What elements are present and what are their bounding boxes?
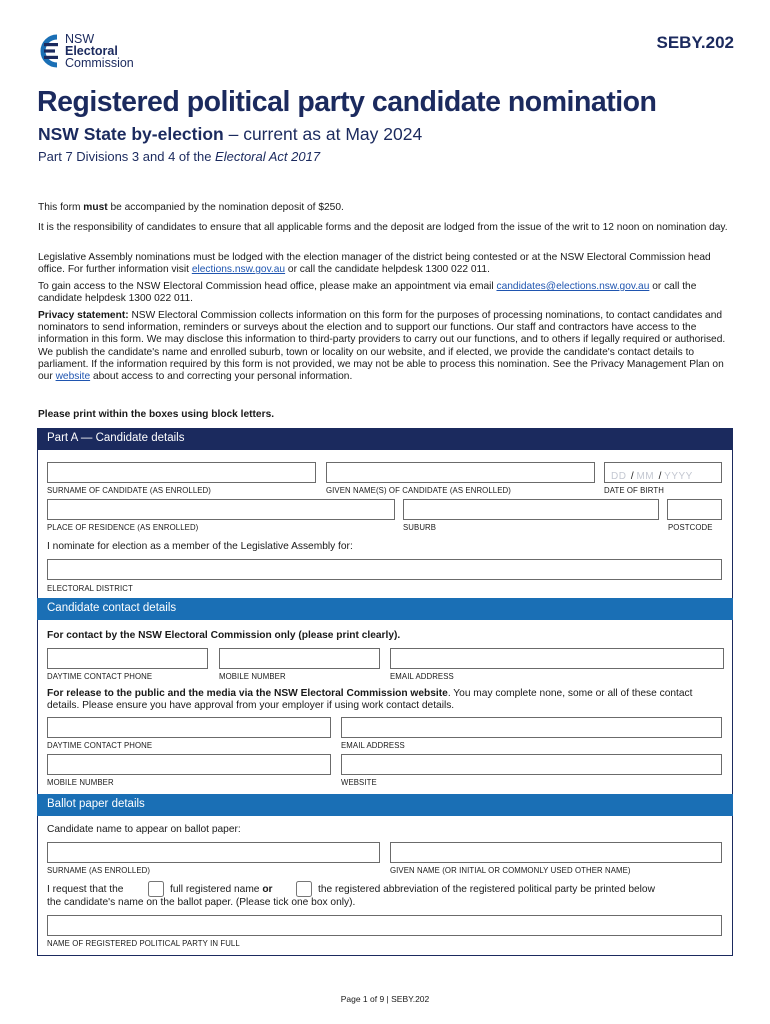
- commission-mobile-label: MOBILE NUMBER: [219, 672, 286, 681]
- nomination-statement: I nominate for election as a member of the Legislative Assembly for:: [47, 541, 353, 552]
- deposit-text-b: be accompanied by the nomination deposit of $250.: [107, 202, 344, 213]
- page-title: Registered political party candidate nomination: [37, 86, 657, 118]
- dob-mm-placeholder: MM: [636, 471, 655, 482]
- public-contact-note-bold: For release to the public and the media via the NSW Electoral Commission website: [47, 688, 448, 699]
- tick-one-instruction: the candidate's name on the ballot paper. (Please tick one box only).: [47, 897, 356, 908]
- commission-contact-note: For contact by the NSW Electoral Commission only (please print clearly).: [47, 630, 401, 641]
- subtitle-date: – current as at May 2024: [223, 124, 423, 144]
- postcode-label: POSTCODE: [668, 523, 713, 532]
- ballot-given-name-input[interactable]: [390, 842, 722, 863]
- public-daytime-phone-input[interactable]: [47, 717, 331, 738]
- public-mobile-input[interactable]: [47, 754, 331, 775]
- suburb-input[interactable]: [403, 499, 659, 520]
- commission-mobile-input[interactable]: [219, 648, 380, 669]
- print-note: [38, 409, 738, 421]
- ballot-surname-label: SURNAME (AS ENROLLED): [47, 866, 151, 875]
- candidate-given-names-label: GIVEN NAME(S) OF CANDIDATE (AS ENROLLED): [326, 486, 511, 495]
- registered-party-name-label: NAME OF REGISTERED POLITICAL PARTY IN FULL: [47, 939, 240, 948]
- dob-dd-placeholder: DD: [611, 471, 627, 482]
- registered-party-name-input[interactable]: [47, 915, 722, 936]
- logo-line-nsw: NSW: [65, 32, 95, 46]
- print-note-text: Please print within the boxes using block letters.: [38, 409, 275, 420]
- request-or: or: [262, 884, 273, 895]
- page-footer: Page 1 of 9 | SEBY.202: [340, 994, 430, 1004]
- registered-abbreviation-label: the registered abbreviation of the registered political party be printed below: [318, 884, 655, 895]
- public-daytime-phone-label: DAYTIME CONTACT PHONE: [47, 741, 153, 750]
- public-website-input[interactable]: [341, 754, 722, 775]
- subtitle-election: NSW State by-election: [38, 124, 224, 144]
- lodgement-paragraph: [38, 252, 738, 276]
- candidate-given-names-input[interactable]: [326, 462, 595, 483]
- lodgement-text-a: Legislative Assembly nominations must be lodged with the election manager of the district being contested or at the NSW Electoral Commission head office. For further information visit: [38, 252, 711, 276]
- deposit-must: must: [83, 202, 108, 213]
- legal-reference-act: Electoral Act 2017: [215, 149, 321, 164]
- commission-daytime-phone-label: DAYTIME CONTACT PHONE: [47, 672, 153, 681]
- ec-logo-icon: [35, 33, 63, 69]
- lodgement-text-b: or call the candidate helpdesk 1300 022 011.: [285, 264, 490, 276]
- candidate-surname-input[interactable]: [47, 462, 316, 483]
- suburb-label: SUBURB: [403, 523, 437, 532]
- access-text-b: or call the candidate helpdesk 1300 022 011.: [38, 281, 697, 305]
- public-email-input[interactable]: [341, 717, 722, 738]
- access-paragraph: [38, 281, 738, 305]
- ballot-surname-input[interactable]: [47, 842, 380, 863]
- legal-reference: [38, 149, 320, 164]
- privacy-text-a: NSW Electoral Commission collects information on this form for the purposes of processing nominations, to contact candidates and nominators to send information, reminders or surveys about the election and to support our functions. Our staff and contractors have access to the information in this form. We may disclose this information to third-party providers to carry out our functions, and to others if legally required or authorised. We publish the candidate's name and enrolled suburb, town or locality on our website, and if elected, we provide the candidate's contact details to parliament. If the information required by this form is not provided, we may not be able to process this nomination. See the Privacy Management Plan on our: [38, 310, 726, 383]
- commission-email-input[interactable]: [390, 648, 724, 669]
- privacy-website-link[interactable]: website: [55, 371, 91, 383]
- privacy-label: Privacy statement:: [38, 310, 129, 321]
- part-a-heading: Part A — Candidate details: [37, 428, 733, 450]
- full-registered-name-option: [170, 884, 273, 895]
- date-of-birth-input[interactable]: DD / MM / YYYY: [604, 462, 722, 483]
- contact-details-heading: Candidate contact details: [37, 598, 733, 620]
- access-text-a: To gain access to the NSW Electoral Commission head office, please make an appointment via email: [38, 281, 497, 292]
- form-code: SEBY.202: [656, 33, 734, 52]
- page-subtitle: [38, 124, 422, 145]
- nsw-electoral-commission-logo: [35, 33, 145, 71]
- commission-daytime-phone-input[interactable]: [47, 648, 208, 669]
- candidate-surname-label: SURNAME OF CANDIDATE (AS ENROLLED): [47, 486, 211, 495]
- legal-reference-prefix: Part 7 Divisions 3 and 4 of the: [38, 149, 216, 164]
- deposit-paragraph: [38, 202, 738, 214]
- public-website-label: WEBSITE: [341, 778, 377, 787]
- public-mobile-label: MOBILE NUMBER: [47, 778, 114, 787]
- full-registered-name-checkbox[interactable]: [147, 881, 165, 897]
- public-contact-note: [47, 688, 727, 712]
- elections-website-link[interactable]: elections.nsw.gov.au: [191, 264, 286, 276]
- candidates-email-link[interactable]: candidates@elections.nsw.gov.au: [496, 281, 650, 292]
- public-email-label: EMAIL ADDRESS: [341, 741, 405, 750]
- dob-yyyy-placeholder: YYYY: [664, 471, 693, 482]
- ballot-paper-heading: Ballot paper details: [37, 794, 733, 816]
- place-of-residence-input[interactable]: [47, 499, 395, 520]
- logo-line-electoral: Electoral: [65, 44, 118, 58]
- date-of-birth-label: DATE OF BIRTH: [604, 486, 664, 495]
- responsibility-paragraph: It is the responsibility of candidates to ensure that all applicable forms and the deposit are lodged from the issue of the writ to 12 noon on nomination day.: [38, 222, 728, 233]
- ballot-name-prompt: Candidate name to appear on ballot paper:: [47, 824, 241, 835]
- public-contact-note-rest: . You may complete none, some or all of these contact details. Please ensure you have approval from your employer if using work contact details.: [47, 688, 693, 712]
- postcode-input[interactable]: [667, 499, 722, 520]
- privacy-text-b: about access to and correcting your personal information.: [90, 371, 353, 383]
- privacy-paragraph: [38, 310, 738, 383]
- electoral-district-input[interactable]: [47, 559, 722, 580]
- place-of-residence-label: PLACE OF RESIDENCE (AS ENROLLED): [47, 523, 199, 532]
- ballot-given-name-label: GIVEN NAME (OR INITIAL OR COMMONLY USED OTHER NAME): [390, 866, 631, 875]
- deposit-text-a: This form: [38, 202, 84, 213]
- logo-line-commission: Commission: [65, 56, 134, 70]
- full-registered-name-label: full registered name: [170, 884, 263, 895]
- registered-abbreviation-checkbox[interactable]: [295, 881, 313, 897]
- electoral-district-label: ELECTORAL DISTRICT: [47, 584, 133, 593]
- commission-email-label: EMAIL ADDRESS: [390, 672, 454, 681]
- request-text-start: I request that the: [47, 884, 124, 895]
